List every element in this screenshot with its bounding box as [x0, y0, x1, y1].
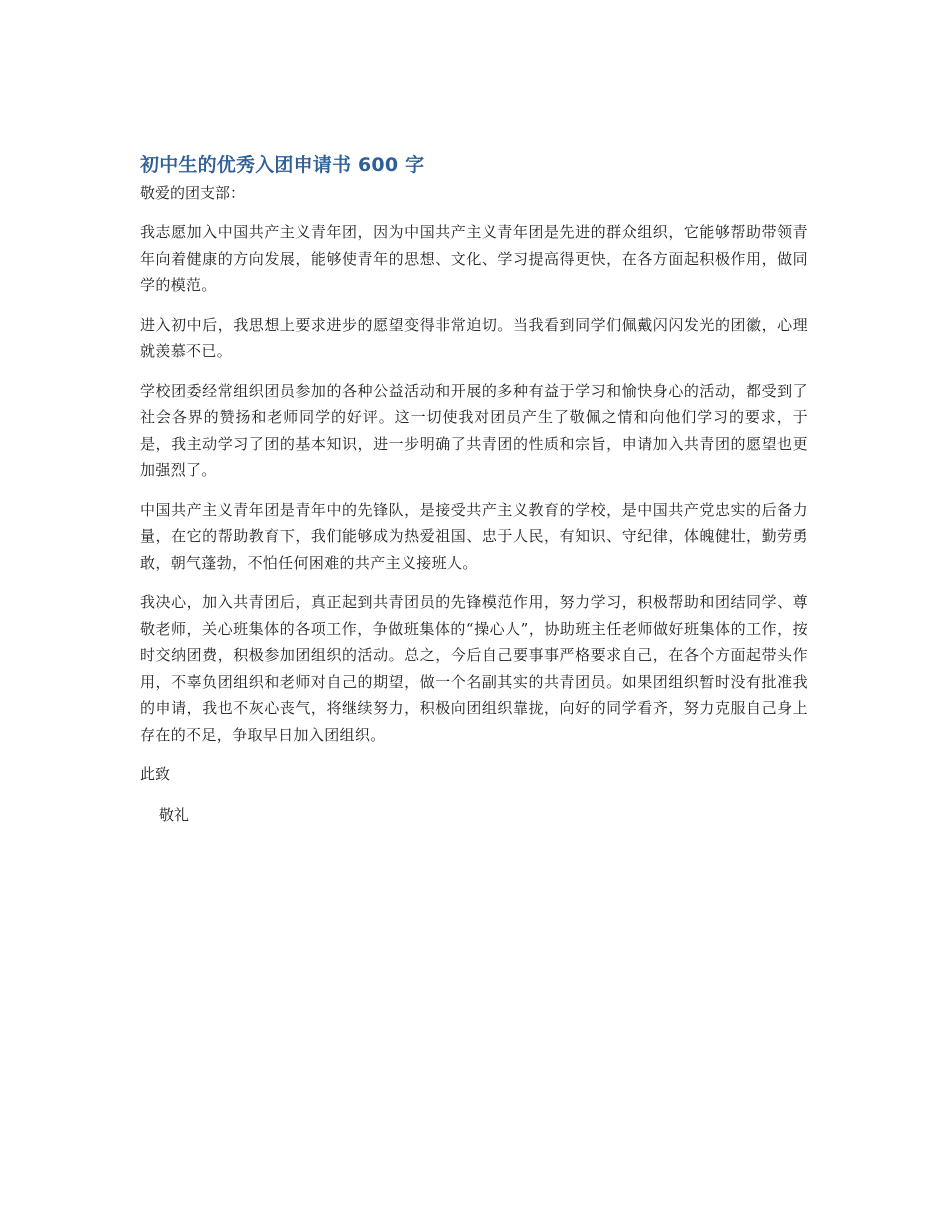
- paragraph: 中国共产主义青年团是青年中的先锋队，是接受共产主义教育的学校，是中国共产党忠实的后备力量，在它的帮助教育下，我们能够成为热爱祖国、忠于人民，有知识、守纪律，体魄健壮，勤劳勇敢，朝气蓬勃，不怕任何困难的共产主义接班人。: [140, 500, 808, 572]
- document-body: [140, 150, 808, 828]
- paragraph: 进入初中后，我思想上要求进步的愿望变得非常迫切。当我看到同学们佩戴闪闪发光的团徽，心理就羡慕不已。: [140, 315, 808, 360]
- document-title: 初中生的优秀入团申请书 600 字: [140, 154, 425, 176]
- paragraph: 我志愿加入中国共产主义青年团，因为中国共产主义青年团是先进的群众组织，它能够帮助带领青年向着健康的方向发展，能够使青年的思想、文化、学习提高得更快，在各方面起积极作用，做同学的模范。: [140, 223, 808, 294]
- salutation: 敬爱的团支部：: [140, 184, 246, 202]
- paragraph: 我决心，加入共青团后，真正起到共青团员的先锋模范作用，努力学习，积极帮助和团结同学、尊敬老师，关心班集体的各项工作，争做班集体的“操心人”，协助班主任老师做好班集体的工作，按时交纳团费，积极参加团组织的活动。总之，今后自己要事事严格要求自己，在各个方面起带头作用，不辜负团组织和老师对自己的期望，做一个名副其实的共青团员。如果团组织暂时没有批准我的申请，我也不灰心丧气，将继续努力，积极向团组织靠拢，向好的同学看齐，努力克服自己身上存在的不足，争取早日加入团组织。: [140, 593, 808, 744]
- paragraph: 学校团委经常组织团员参加的各种公益活动和开展的多种有益于学习和愉快身心的活动，都受到了社会各界的赞扬和老师同学的好评。这一切使我对团员产生了敬佩之情和向他们学习的要求，于是，我主动学习了团的基本知识，进一步明确了共青团的性质和宗旨，申请加入共青团的愿望也更加强烈了。: [140, 381, 808, 479]
- regards-line: 敬礼: [159, 806, 190, 824]
- closing-line: 此致: [140, 765, 171, 783]
